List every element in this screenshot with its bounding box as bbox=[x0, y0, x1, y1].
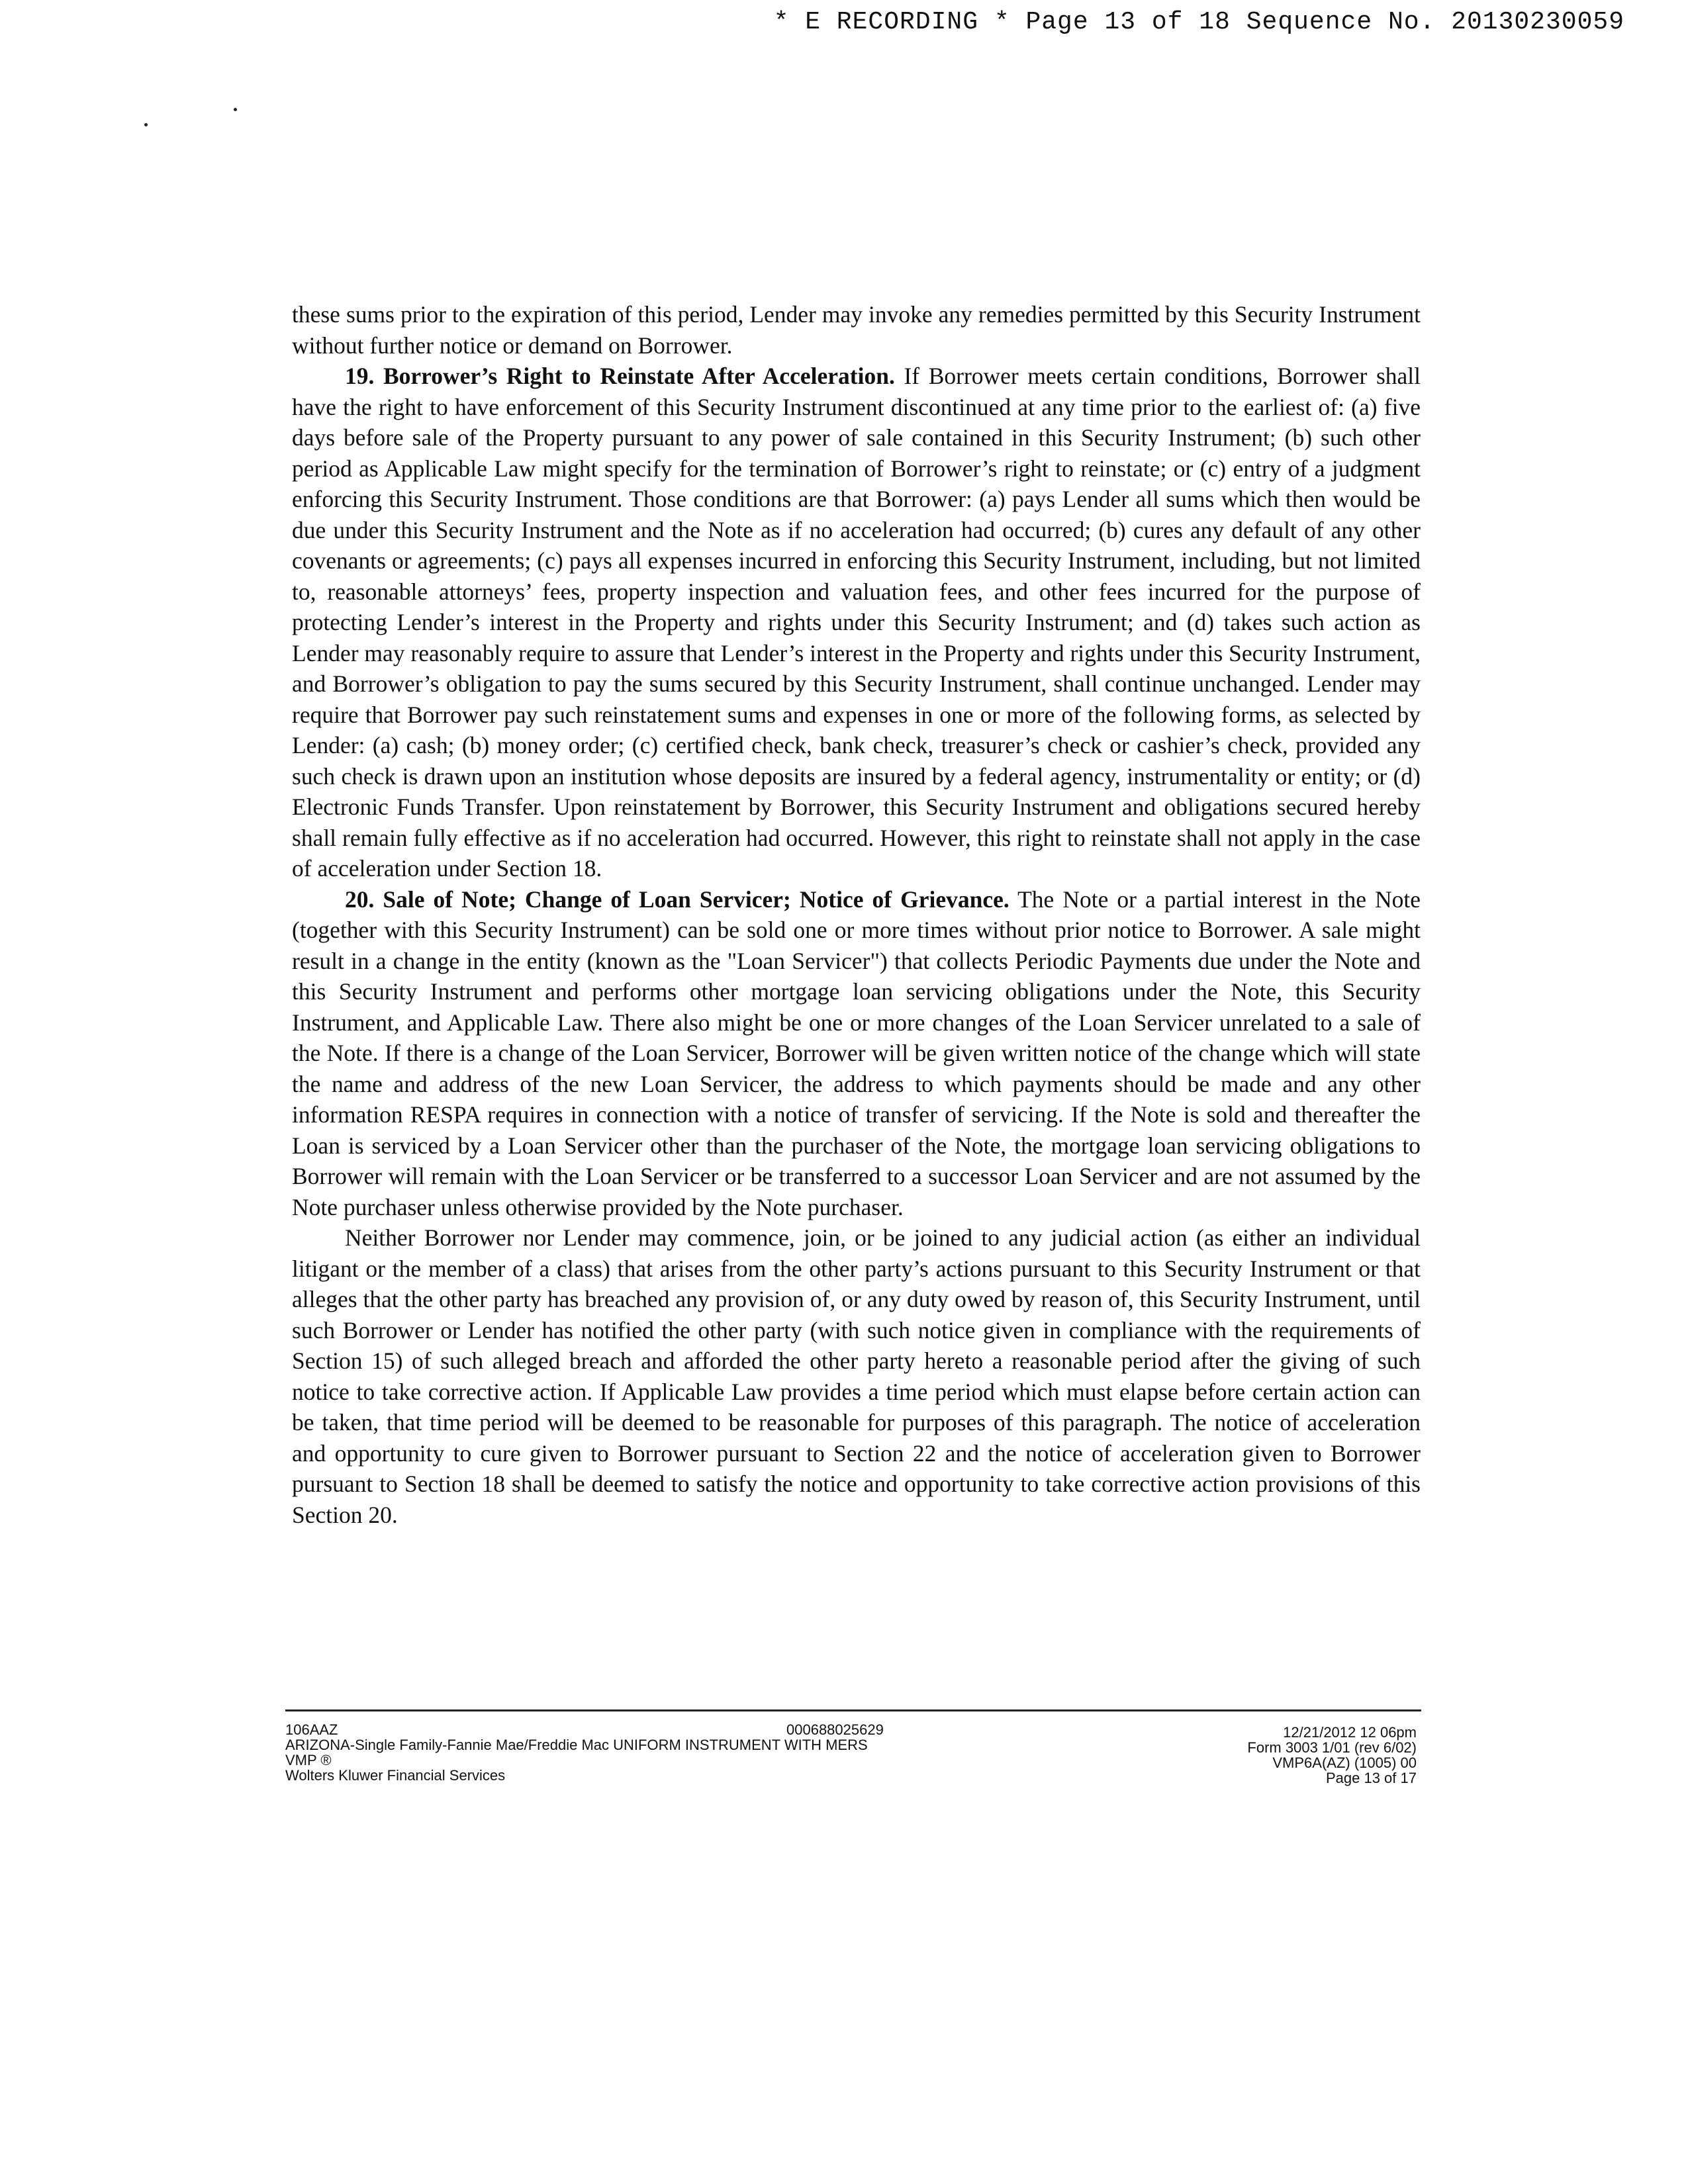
section-20-heading: 20. Sale of Note; Change of Loan Servicer; Notice of Grievance. bbox=[345, 886, 1009, 913]
page-number: Page 13 of 17 bbox=[1325, 1770, 1417, 1786]
section-19-text: If Borrower meets certain conditions, Borrower shall have the right to have enforcement of this Security Instrument discontinued at any time prior to the earliest of: (a) five days before sale of the Property pursuant to any power of sale contained in this Security Instrument; (b) such other period as Applicable Law might specify for the termination of Borrower’s right to reinstate; or (c) entry of a judgment enforcing this Security Instrument. Those conditions are that Borrower: (a) pays Lender all sums which then would be due under this Security Instrument and the Note as if no acceleration had occurred; (b) cures any default of any other covenants or agreements; (c) pays all expenses incurred in enforcing this Security Instrument, including, but not limited to, reasonable attorneys’ fees, property inspection and valuation fees, and other fees incurred for the purpose of protecting Lender’s interest in the Property and rights under this Security Instrument; and (d) takes such action as Lender may reasonably require to assure that Lender’s interest in the Property and rights under this Security Instrument, and Borrower’s obligation to pay the sums secured by this Security Instrument, shall continue unchanged. Lender may require that Borrower pay such reinstatement sums and expenses in one or more of the following forms, as selected by Lender: (a) cash; (b) money order; (c) certified check, bank check, treasurer’s check or cashier’s check, provided any such check is drawn upon an institution whose deposits are insured by a federal agency, instrumentality or entity; or (d) Electronic Funds Transfer. Upon reinstatement by Borrower, this Security Instrument and obligations secured hereby shall remain fully effective as if no acceleration had occurred. However, this right to reinstate shall not apply in the case of acceleration under Section 18. bbox=[292, 363, 1421, 882]
vmp-code: VMP6A(AZ) (1005) 00 bbox=[1272, 1754, 1417, 1771]
section-20-text: The Note or a partial interest in the Note (together with this Security Instrument) can be sold one or more times without prior notice to Borrower. A sale might result in a change in the entity (known as the "Loan Servicer") that collects Periodic Payments due under the Note and this Security Instrument and performs other mortgage loan servicing obligations under the Note, this Security Instrument, and Applicable Law. There also might be one or more changes of the Loan Servicer unrelated to a sale of the Note. If there is a change of the Loan Servicer, Borrower will be given written notice of the change which will state the name and address of the new Loan Servicer, the address to which payments should be made and any other information RESPA requires in connection with a notice of transfer of servicing. If the Note is sold and thereafter the Loan is serviced by a Loan Servicer other than the purchaser of the Note, the mortgage loan servicing obligations to Borrower will remain with the Loan Servicer or be transferred to a successor Loan Servicer and are not assumed by the Note purchaser unless otherwise provided by the Note purchaser. bbox=[292, 886, 1421, 1220]
scan-speck bbox=[234, 108, 237, 111]
loan-number: 000688025629 bbox=[786, 1721, 884, 1738]
footer-right bbox=[1247, 1725, 1417, 1786]
form-number: Form 3003 1/01 (rev 6/02) bbox=[1247, 1739, 1417, 1756]
vmp-mark: VMP ® bbox=[285, 1752, 332, 1768]
recording-stamp: * E RECORDING * Page 13 of 18 Sequence No. 20130230059 bbox=[773, 8, 1624, 36]
publisher: Wolters Kluwer Financial Services bbox=[285, 1767, 506, 1784]
section-20 bbox=[292, 884, 1421, 1223]
paragraph-continuation: these sums prior to the expiration of this period, Lender may invoke any remedies permitted by this Security Instrument without further notice or demand on Borrower. bbox=[292, 301, 1421, 359]
document-body bbox=[292, 299, 1421, 1530]
form-code: 106AAZ bbox=[285, 1721, 338, 1738]
print-datetime: 12/21/2012 12 06pm bbox=[1283, 1724, 1417, 1741]
footer-center bbox=[786, 1722, 884, 1737]
footer-left bbox=[285, 1722, 868, 1783]
scan-speck bbox=[144, 123, 148, 126]
section-19-heading: 19. Borrower’s Right to Reinstate After Acceleration. bbox=[345, 363, 895, 389]
section-19 bbox=[292, 361, 1421, 884]
paragraph-grievance: Neither Borrower nor Lender may commence, join, or be joined to any judicial action (as either an individual litigant or the member of a class) that arises from the other party’s actions pursuant to this Security Instrument or that alleges that the other party has breached any provision of, or any duty owed by reason of, this Security Instrument, until such Borrower or Lender has notified the other party (with such notice given in compliance with the requirements of Section 15) of such alleged breach and afforded the other party hereto a reasonable period after the giving of such notice to take corrective action. If Applicable Law provides a time period which must elapse before certain action can be taken, that time period will be deemed to be reasonable for purposes of this paragraph. The notice of acceleration and opportunity to cure given to Borrower pursuant to Section 22 and the notice of acceleration given to Borrower pursuant to Section 18 shall be deemed to satisfy the notice and opportunity to take corrective action provisions of this Section 20. bbox=[292, 1224, 1421, 1528]
footer-divider bbox=[285, 1709, 1421, 1711]
instrument-title: ARIZONA-Single Family-Fannie Mae/Freddie Mac UNIFORM INSTRUMENT WITH MERS bbox=[285, 1737, 868, 1753]
